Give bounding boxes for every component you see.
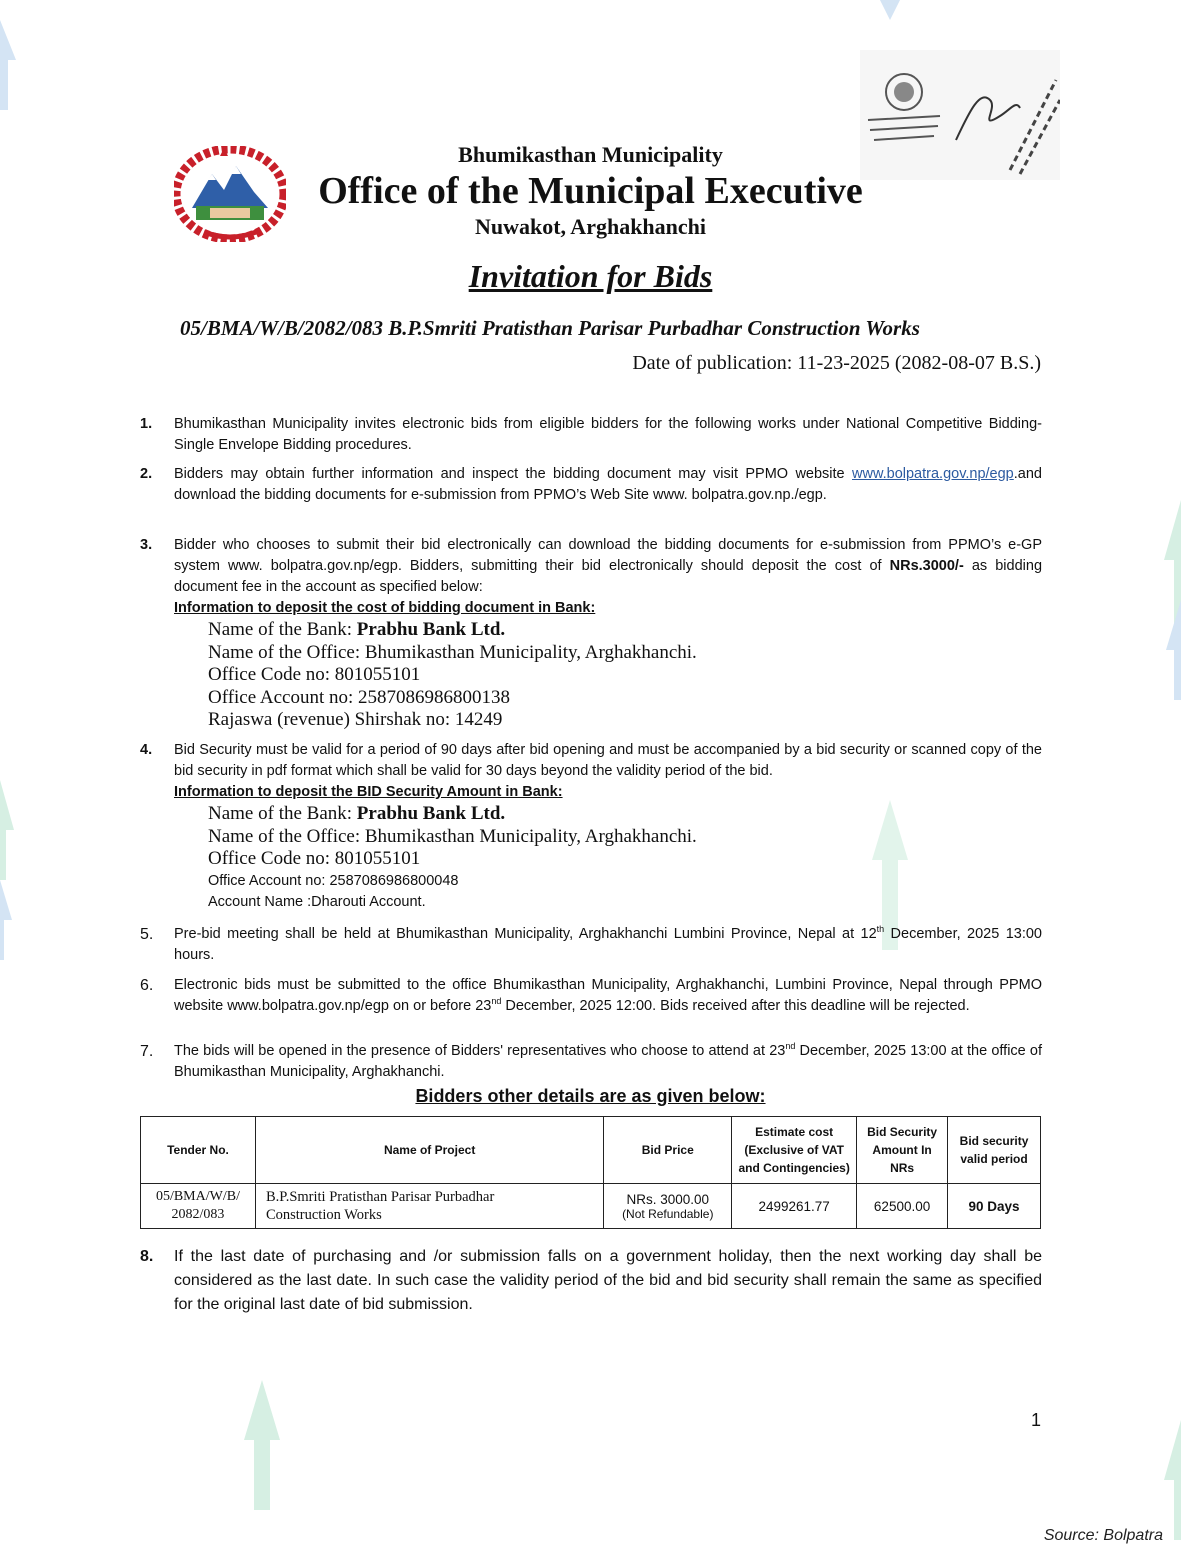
cell-estimate: 2499261.77 bbox=[732, 1184, 857, 1229]
cell-line: 05/BMA/W/B/ bbox=[155, 1189, 240, 1204]
cell-price bbox=[604, 1184, 732, 1229]
clause-8 bbox=[140, 1245, 1042, 1317]
clause-1 bbox=[140, 414, 1042, 456]
cell-line: 2082/083 bbox=[171, 1207, 225, 1222]
ordinal-suffix: th bbox=[876, 924, 885, 935]
clause-number: 1. bbox=[140, 416, 153, 432]
header-estimate bbox=[732, 1117, 857, 1184]
ordinal-suffix: nd bbox=[491, 996, 502, 1007]
clause-text-part: The bids will be opened in the presence of Bidders' representatives who choose to attend at 23 bbox=[174, 1043, 786, 1059]
top-decoration bbox=[860, 0, 920, 40]
header-line: valid period bbox=[960, 1152, 1028, 1166]
account-name-line: Account Name :Dharouti Account. bbox=[208, 893, 426, 910]
header-line: Estimate cost bbox=[755, 1125, 834, 1139]
clause-text bbox=[174, 1041, 1042, 1083]
clause-number: 4. bbox=[140, 742, 153, 758]
header-line: Bid Security bbox=[867, 1125, 938, 1139]
clause-number: 2. bbox=[140, 466, 153, 482]
office-location: Nuwakot, Arghakhanchi bbox=[474, 214, 707, 239]
clause-text bbox=[174, 975, 1042, 1017]
bank-info-heading: Information to deposit the cost of bidding document in Bank: bbox=[174, 600, 596, 616]
clause-text bbox=[174, 535, 1042, 598]
cell-line: NRs. 3000.00 bbox=[626, 1191, 710, 1207]
fee-amount: NRs.3000/- bbox=[889, 558, 964, 574]
bid-details-heading: Bidders other details are as given below: bbox=[415, 1086, 766, 1106]
bank-name-line bbox=[208, 619, 1042, 642]
cell-line: (Not Refundable) bbox=[622, 1206, 714, 1221]
source-credit: Source: Bolpatra bbox=[1043, 1527, 1163, 1544]
clause-text: Bid Security must be valid for a period of 90 days after bid opening and must be accompanied by a bid security or scanned copy of the bid security in pdf format which shall be valid for 30 days beyond the validity period of the bid. bbox=[174, 742, 1042, 779]
bottom-left-decoration bbox=[240, 1380, 280, 1510]
clause-text-part: December, 2025 12:00. Bids received after this deadline will be rejected. bbox=[501, 998, 970, 1014]
table-header-row bbox=[141, 1117, 1041, 1184]
bank-info-heading: Information to deposit the BID Security Amount in Bank: bbox=[174, 784, 563, 800]
bid-details-table bbox=[140, 1116, 1041, 1229]
office-code-line: Office Code no: 801055101 bbox=[208, 664, 421, 685]
header-security bbox=[857, 1117, 948, 1184]
clause-number: 3. bbox=[140, 537, 153, 553]
bank-name: Prabhu Bank Ltd. bbox=[356, 619, 506, 640]
office-name-line: Name of the Office: Bhumikasthan Municipality, Arghakhanchi. bbox=[208, 641, 697, 663]
bank-details bbox=[208, 803, 1042, 871]
cell-tender bbox=[141, 1184, 256, 1229]
clause-text-part: as bidding document fee in the account as specified below: bbox=[174, 558, 1043, 595]
header-line: Amount In bbox=[872, 1143, 932, 1157]
clause-text bbox=[174, 924, 1042, 966]
cell-line: B.P.Smriti Pratisthan Parisar Purbadhar bbox=[265, 1189, 495, 1205]
clause-text-part: .and download the bidding documents for e-submission from PPMO’s Web Site www. bolpatra.gov.np./egp. bbox=[174, 466, 1042, 503]
publication-date: Date of publication: 11-23-2025 (2082-08-07 B.S.) bbox=[632, 352, 1041, 374]
clause-text: If the last date of purchasing and /or submission falls on a government holiday, then the next working day shall be considered as the last date. In such case the validity period of the bid and bid security shall remain the same as specified for the original last date of bid submission. bbox=[174, 1248, 1042, 1313]
header-project: Name of Project bbox=[255, 1117, 603, 1184]
account-line: Office Account no: 2587086986800048 bbox=[208, 872, 459, 889]
cell-validity: 90 Days bbox=[948, 1184, 1041, 1229]
cell-security: 62500.00 bbox=[857, 1184, 948, 1229]
clause-text-part: December, 2025 13:00 hours. bbox=[174, 926, 1042, 963]
clause-text bbox=[174, 464, 1042, 506]
page-number: 1 bbox=[1030, 1410, 1041, 1430]
clause-4 bbox=[140, 740, 1042, 913]
bank-label: Name of the Bank: bbox=[208, 619, 353, 640]
bank-name-line bbox=[208, 803, 1042, 826]
office-title: Office of the Municipal Executive bbox=[318, 170, 863, 212]
header-tender: Tender No. bbox=[141, 1117, 256, 1184]
clause-5 bbox=[140, 924, 1042, 966]
header-line: (Exclusive of VAT bbox=[744, 1143, 844, 1157]
bank-label: Name of the Bank: bbox=[208, 803, 353, 824]
contract-reference: 05/BMA/W/B/2082/083 B.P.Smriti Pratisthan Parisar Purbadhar Construction Works bbox=[180, 316, 920, 340]
clause-7 bbox=[140, 1041, 1042, 1083]
cell-line: Construction Works bbox=[265, 1207, 382, 1223]
clause-text-part: Pre-bid meeting shall be held at Bhumikasthan Municipality, Arghakhanchi Lumbini Province, Nepal at 12 bbox=[174, 926, 877, 942]
header-validity bbox=[948, 1117, 1041, 1184]
office-code-line: Office Code no: 801055101 bbox=[208, 848, 421, 869]
document-title: Invitation for Bids bbox=[468, 258, 713, 294]
revenue-line: Rajaswa (revenue) Shirshak no: 14249 bbox=[208, 709, 503, 730]
clause-number: 5. bbox=[140, 926, 154, 943]
ordinal-suffix: nd bbox=[785, 1041, 796, 1052]
table-row bbox=[141, 1184, 1041, 1229]
clause-3 bbox=[140, 535, 1042, 732]
header-price: Bid Price bbox=[604, 1117, 732, 1184]
bank-details bbox=[208, 619, 1042, 732]
clause-text-part: December, 2025 13:00 at the office of Bhumikasthan Municipality, Arghakhanchi. bbox=[174, 1043, 1043, 1080]
header-line: NRs bbox=[890, 1161, 915, 1175]
header-line: and Contingencies) bbox=[738, 1161, 850, 1175]
clause-text-part: Bidders may obtain further information and inspect the bidding document may visit PPMO website bbox=[174, 466, 845, 482]
clause-text-part: Electronic bids must be submitted to the office Bhumikasthan Municipality, Arghakhanchi, Lumbini Province, Nepal through PPMO website www.bolpatra.gov.np/egp on or before 23 bbox=[174, 977, 1042, 1014]
clause-2 bbox=[140, 464, 1042, 506]
clause-number: 6. bbox=[140, 977, 154, 994]
account-line: Office Account no: 2587086986800138 bbox=[208, 686, 511, 708]
header-line: Bid security bbox=[959, 1134, 1029, 1148]
municipality-name: Bhumikasthan Municipality bbox=[458, 142, 723, 167]
bank-name: Prabhu Bank Ltd. bbox=[356, 803, 506, 824]
office-name-line: Name of the Office: Bhumikasthan Municipality, Arghakhanchi. bbox=[208, 825, 697, 847]
clause-text-part: Bidder who chooses to submit their bid electronically can download the bidding documents for e-submission from PPMO’s e-GP system www. bolpatra.gov.np/egp. Bidders, submitting their bid electronically should deposit the cost of bbox=[174, 537, 1042, 574]
account-details bbox=[208, 871, 1042, 913]
cell-project bbox=[255, 1184, 603, 1229]
clause-number: 7. bbox=[140, 1043, 154, 1060]
clause-text: Bhumikasthan Municipality invites electronic bids from eligible bidders for the following works under National Competitive Bidding-Single Envelope Bidding procedures. bbox=[174, 416, 1042, 453]
clause-number: 8. bbox=[140, 1248, 154, 1265]
ppmo-link[interactable]: www.bolpatra.gov.np/egp bbox=[852, 466, 1014, 482]
clause-6 bbox=[140, 975, 1042, 1017]
